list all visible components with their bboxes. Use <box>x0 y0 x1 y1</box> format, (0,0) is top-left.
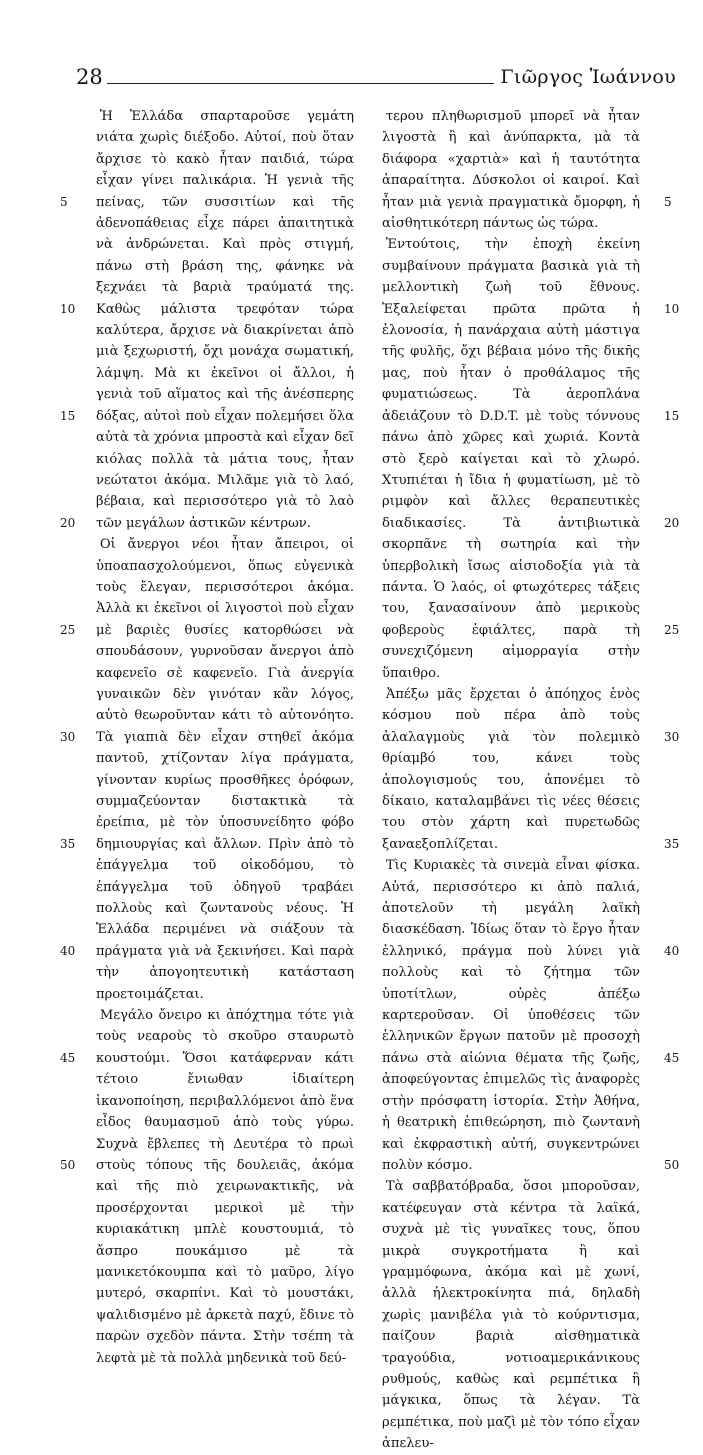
paragraph: Μεγάλο ὄνειρο κι ἀπόχτημα τότε γιὰ τοὺς νεαροὺς τὸ σκοῦρο σταυρωτὸ κουστούμι. Ὅσοι κατάφερναν κάτι τέτοιο ἔνιωθαν ἰδιαίτερη ἱκανοποίηση, περιβαλλόμενοι ἀπὸ ἕνα εἶδος θαυμασμοῦ ἀπὸ τοὺς γύρω. Συχνὰ ἔβλεπες τὴ Δευτέρα τὸ πρωὶ στοὺς τόπους τῆς δουλειᾶς, ἀκόμα καὶ τῆς πιὸ χειρωνακτικῆς, νὰ προσέρχονται μερικοὶ μὲ τὴν κυριακάτικη μπλὲ κουστουμιά, τὸ ἄσπρο πουκάμισο μὲ τὰ μανικετόκουμπα καὶ τὸ μαῦρο, λίγο μυτερό, σκαρπίνι. Καὶ τὸ μουστάκι, ψαλιδισμένο μὲ ἀρκετὰ παχύ, ἔδινε τὸ παρὼν σχεδὸν πάντα. Στὴν τσέπη τὰ λεφτὰ μὲ τὰ πολλὰ μηδενικὰ τοῦ δεύ- <box>96 1008 354 1366</box>
text-column-left <box>96 106 354 1369</box>
running-head-author: Γιῶργος Ἰωάννου <box>500 66 676 88</box>
header-rule <box>107 83 495 84</box>
running-header <box>76 58 676 88</box>
line-number: 45 <box>664 1051 680 1065</box>
line-number: 20 <box>664 516 680 530</box>
paragraph: Ἡ Ἑλλάδα σπαρταροῦσε γεμάτη νιάτα χωρὶς διέξοδο. Αὐτοί, ποὺ ὅταν ἄρχισε τὸ κακὸ ἦταν παιδιά, τώρα εἶχαν γίνει παλικάρια. Ἡ γενιὰ τῆς πείνας, τῶν συσσιτίων καὶ τῆς ἀδενοπάθειας εἶχε πάρει ἀπαιτητικὰ νὰ ἀνδρώνεται. Καὶ πρὸς στιγμή, πάνω στὴ βράση της, φάνηκε νὰ ξεχνάει τὰ βαριὰ τραύματά της. Καθὼς μάλιστα τρεφόταν τώρα καλύτερα, ἄρχισε νὰ διακρίνεται ἀπὸ μιὰ ξεχωριστή, ὄχι μονάχα σωματική, λάμψη. Μὰ κι ἐκεῖνοι οἱ ἄλλοι, ἡ γενιὰ τοῦ αἵματος καὶ τῆς ἀνέσπερης δόξας, αὐτοὶ ποὺ εἶχαν πολεμήσει ὅλα αὐτὰ τὰ χρόνια μπροστὰ καὶ εἶχαν δεῖ κιόλας πολλὰ τὰ μάτια τους, ἦταν νεώτατοι ἀκόμα. Μιλᾶμε γιὰ τὸ λαό, βέβαια, καὶ περισσότερο γιὰ τὸ λαὸ τῶν μεγάλων ἀστικῶν κέντρων. <box>96 109 354 531</box>
line-number: 40 <box>60 944 76 958</box>
text-column-right <box>382 106 640 1455</box>
page-number: 28 <box>76 65 103 89</box>
line-number: 35 <box>664 837 680 851</box>
line-number: 35 <box>60 837 76 851</box>
paragraph: Οἱ ἄνεργοι νέοι ἦταν ἄπειροι, οἱ ὑποαπασχολούμενοι, ὅπως εὐγενικὰ τοὺς ἔλεγαν, περισσότεροι ἀκόμα. Ἀλλὰ κι ἐκεῖνοι οἱ λιγοστοὶ ποὺ εἶχαν μὲ βαριὲς θυσίες κατορθώσει νὰ σπουδάσουν, γυρνοῦσαν ἄνεργοι ἀπὸ καφενεῖο σὲ καφενεῖο. Γιὰ ἀνεργία γυναικῶν δὲν γινόταν κἂν λόγος, αὐτὸ θεωροῦνταν κάτι τὸ αὐτονόητο. Τὰ γιαπιὰ δὲν εἶχαν στηθεῖ ἀκόμα παντοῦ, χτίζονταν λίγα πράγματα, γίνονταν κυρίως προσθῆκες ὀρόφων, συμμαζεύονταν διστακτικὰ τὰ ἐρείπια, μὲ τὸν ὑποσυνείδητο φόβο δημιουργίας καὶ ἄλλων. Πρὶν ἀπὸ τὸ ἐπάγγελμα τοῦ οἰκοδόμου, τὸ ἐπάγγελμα τοῦ ὁδηγοῦ τραβάει πολλοὺς καὶ ζωντανοὺς νέους. Ἡ Ἑλλάδα περιμένει νὰ σιάξουν τὰ πράγματα γιὰ νὰ ξεκινήσει. Καὶ παρὰ τὴν ἀπογοητευτικὴ κατάσταση προετοιμάζεται. <box>96 537 354 1002</box>
line-number: 25 <box>664 623 680 637</box>
line-number: 5 <box>664 195 672 209</box>
line-number: 30 <box>664 730 680 744</box>
line-number: 50 <box>60 1158 76 1172</box>
paragraph: Τὶς Κυριακὲς τὰ σινεμὰ εἶναι φίσκα. Αὐτά, περισσότερο κι ἀπὸ παλιά, ἀποτελοῦν τὴ μεγάλη λαϊκὴ διασκέδαση. Ἰδίως ὅταν τὸ ἔργο ἦταν ἑλληνικό, πράγμα ποὺ λύνει γιὰ πολλοὺς καὶ τὸ ζήτημα τῶν ὑποτίτλων, οὐρὲς ἀπέξω καρτεροῦσαν. Οἱ ὑποθέσεις τῶν ἑλληνικῶν ἔργων πατοῦν μὲ προσοχὴ πάνω στὰ αἰώνια θέματα τῆς ζωῆς, ἀποφεύγοντας ἐπιμελῶς τὶς ἀναφορὲς στὴν πρόσφατη ἱστορία. Στὴν Ἀθήνα, ἡ θεατρικὴ ἐπιθεώρηση, πιὸ ζωντανὴ καὶ ἐκφραστικὴ αὐτή, συγκεντρώνει πολὺν κόσμο. <box>382 858 640 1173</box>
line-number: 40 <box>664 944 680 958</box>
line-number: 25 <box>60 623 76 637</box>
paragraph: Ἀπέξω μᾶς ἔρχεται ὁ ἀπόηχος ἑνὸς κόσμου ποὺ πέρα ἀπὸ τοὺς ἀλαλαγμοὺς γιὰ τὸν πολεμικὸ θρίαμβό του, κάνει τοὺς ἀπολογισμούς του, ἀπονέμει τὸ δίκαιο, καταλαμβάνει τὶς νέες θέσεις του στὸν χάρτη καὶ πυρετωδῶς ξαναεξοπλίζεται. <box>382 686 640 852</box>
line-number: 10 <box>60 302 76 316</box>
line-number: 45 <box>60 1051 76 1065</box>
line-number: 50 <box>664 1158 680 1172</box>
paragraph: Τὰ σαββατόβραδα, ὅσοι μποροῦσαν, κατέφευγαν στὰ κέντρα τὰ λαϊκά, συχνὰ μὲ τὶς γυναῖκες τους, ὅπου μικρὰ συγκροτήματα ἢ καὶ γραμμόφωνα, ἀκόμα καὶ μὲ χωνί, ἀλλὰ ἠλεκτροκίνητα πιά, δηλαδὴ χωρὶς μανιβέλα γιὰ τὸ κούρντισμα, παίζουν βαριὰ αἰσθηματικὰ τραγούδια, νοτιοαμερικάνικους ρυθμούς, καθὼς καὶ ρεμπέτικα ἢ μάγκικα, ὅπως τὰ λέγαν. Τὰ ρεμπέτικα, ποὺ μαζὶ μὲ τὸν τόπο εἶχαν ἀπελευ- <box>382 1179 640 1452</box>
paragraph: τερου πληθωρισμοῦ μπορεῖ νὰ ἦταν λιγοστὰ ἢ καὶ ἀνύπαρκτα, μὰ τὰ διάφορα «χαρτιὰ» καὶ ἡ ταυτότητα ἀπαραίτητα. Δύσκολοι οἱ καιροί. Καὶ ἦταν μιὰ γενιὰ πραγματικὰ ὄμορφη, ἡ αἰσθητικότερη πάντως ὡς τώρα. <box>382 109 640 232</box>
line-number: 5 <box>60 195 68 209</box>
line-number: 20 <box>60 516 76 530</box>
line-number: 30 <box>60 730 76 744</box>
paragraph: Ἐντούτοις, τὴν ἐποχὴ ἐκείνη συμβαίνουν πράγματα βασικὰ γιὰ τὴ μελλοντικὴ ζωὴ τοῦ ἔθνους. Ἐξαλείφεται πρῶτα πρῶτα ἡ ἑλονοσία, ἡ πανάρχαια αὐτὴ μάστιγα τῆς φυλῆς, ὄχι βέβαια μόνο τῆς δικῆς μας, ποὺ ἦταν ὁ προθάλαμος τῆς φυματιώσεως. Τὰ ἀεροπλάνα ἀδειάζουν τὸ D.D.T. μὲ τοὺς τόννους πάνω ἀπὸ χῶρες καὶ χωριά. Κοντὰ στὸ ξερὸ καίγεται καὶ τὸ χλωρό. Χτυπιέται ἡ ἴδια ἡ φυματίωση, μὲ τὸ ριμφὸν καὶ ἄλλες θεραπευτικὲς διαδικασίες. Τὰ ἀντιβιωτικὰ σκορπᾶνε τὴ σωτηρία καὶ τὴν ὑπερβολικὴ ἴσως αἰσιοδοξία γιὰ τὰ πάντα. Ὁ λαός, οἱ φτωχότερες τάξεις του, ξανασαίνουν ἀπὸ μερικοὺς φοβεροὺς ἐφιάλτες, παρὰ τὴ συνεχιζόμενη αἱμορραγία στὴν ὕπαιθρο. <box>382 237 640 681</box>
line-number: 10 <box>664 302 680 316</box>
line-number: 15 <box>60 409 76 423</box>
line-number: 15 <box>664 409 680 423</box>
